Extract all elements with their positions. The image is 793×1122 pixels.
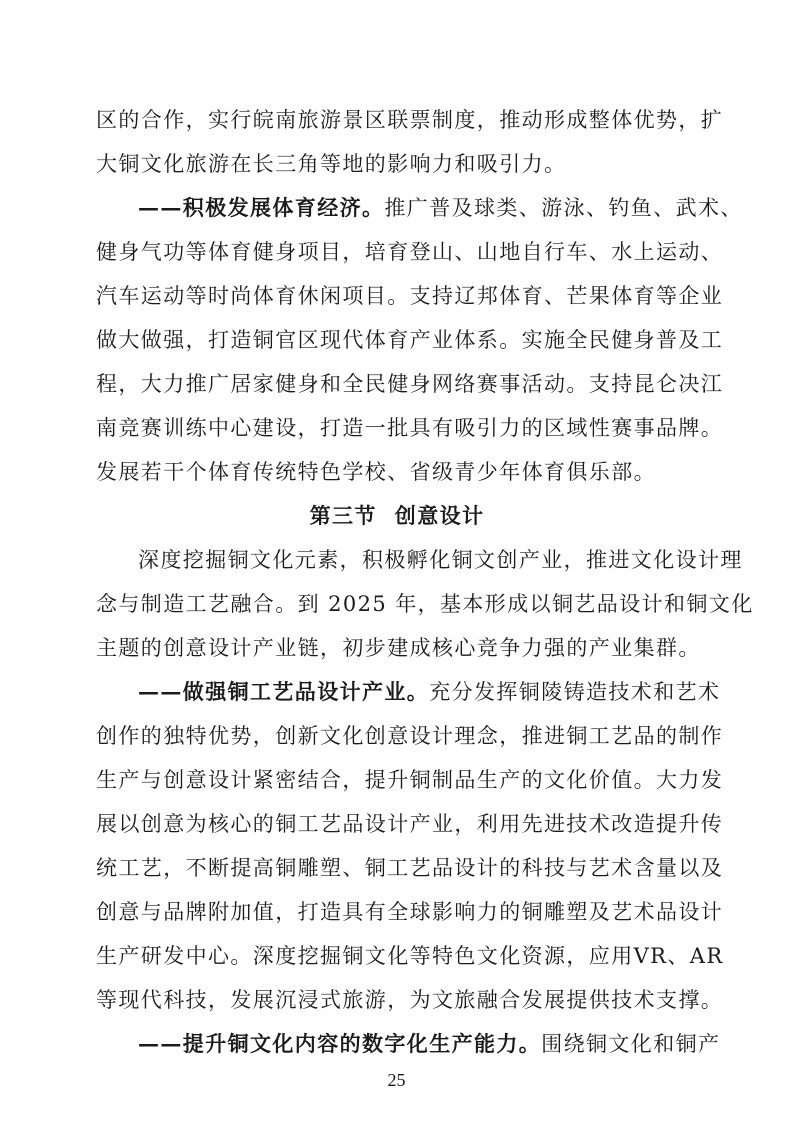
paragraph-line	[138, 1026, 721, 1062]
paragraph-lead-heading: ——积极发展体育经济。	[138, 195, 385, 220]
paragraph-line: 创作的独特优势，创新文化创意设计理念，推进铜工艺品的制作	[96, 724, 724, 748]
paragraph-line: 展以创意为核心的铜工艺品设计产业，利用先进技术改造提升传	[96, 812, 724, 836]
paragraph-line: 主题的创意设计产业链，初步建成核心竞争力强的产业集群。	[96, 636, 701, 660]
paragraph-line: 发展若干个体育传统特色学校、省级青少年体育俱乐部。	[96, 460, 656, 484]
paragraph-line: 程，大力推广居家健身和全民健身网络赛事活动。支持昆仑决江	[96, 372, 724, 396]
paragraph-text: 推广普及球类、游泳、钓鱼、武术、	[384, 196, 743, 220]
paragraph-line: 生产研发中心。深度挖掘铜文化等特色文化资源，应用VR、AR	[96, 944, 724, 968]
paragraph-line: 统工艺，不断提高铜雕塑、铜工艺品设计的科技与艺术含量以及	[96, 856, 724, 880]
paragraph-line: 念与制造工艺融合。到 2025 年，基本形成以铜艺品设计和铜文化	[96, 592, 754, 616]
paragraph-line: 等现代科技，发展沉浸式旅游，为文旅融合发展提供技术支撑。	[96, 988, 724, 1012]
paragraph-line: 汽车运动等时尚体育休闲项目。支持辽邦体育、芒果体育等企业	[96, 284, 724, 308]
section-title: 创意设计	[394, 503, 485, 528]
paragraph-lead-heading: ——提升铜文化内容的数字化生产能力。	[138, 1031, 542, 1056]
paragraph-line: 创意与品牌附加值，打造具有全球影响力的铜雕塑及艺术品设计	[96, 900, 724, 924]
paragraph-line	[138, 190, 743, 226]
paragraph-line: 南竞赛训练中心建设，打造一批具有吸引力的区域性赛事品牌。	[96, 416, 724, 440]
section-heading	[96, 498, 698, 534]
paragraph-line: 生产与创意设计紧密结合，提升铜制品生产的文化价值。大力发	[96, 768, 724, 792]
paragraph-line	[138, 674, 721, 710]
paragraph-line: 深度挖掘铜文化元素，积极孵化铜文创产业，推进文化设计理	[138, 548, 743, 572]
paragraph-line: 大铜文化旅游在长三角等地的影响力和吸引力。	[96, 152, 567, 176]
section-number: 第三节	[309, 503, 377, 528]
paragraph-line: 做大做强，打造铜官区现代体育产业体系。实施全民健身普及工	[96, 328, 724, 352]
paragraph-text: 充分发挥铜陵铸造技术和艺术	[429, 680, 721, 704]
paragraph-text: 围绕铜文化和铜产	[541, 1032, 721, 1056]
page-number: 25	[387, 1070, 406, 1090]
paragraph-line: 区的合作，实行皖南旅游景区联票制度，推动形成整体优势，扩	[96, 108, 724, 132]
paragraph-lead-heading: ——做强铜工艺品设计产业。	[138, 679, 430, 704]
paragraph-line: 健身气功等体育健身项目，培育登山、山地自行车、水上运动、	[96, 240, 724, 264]
